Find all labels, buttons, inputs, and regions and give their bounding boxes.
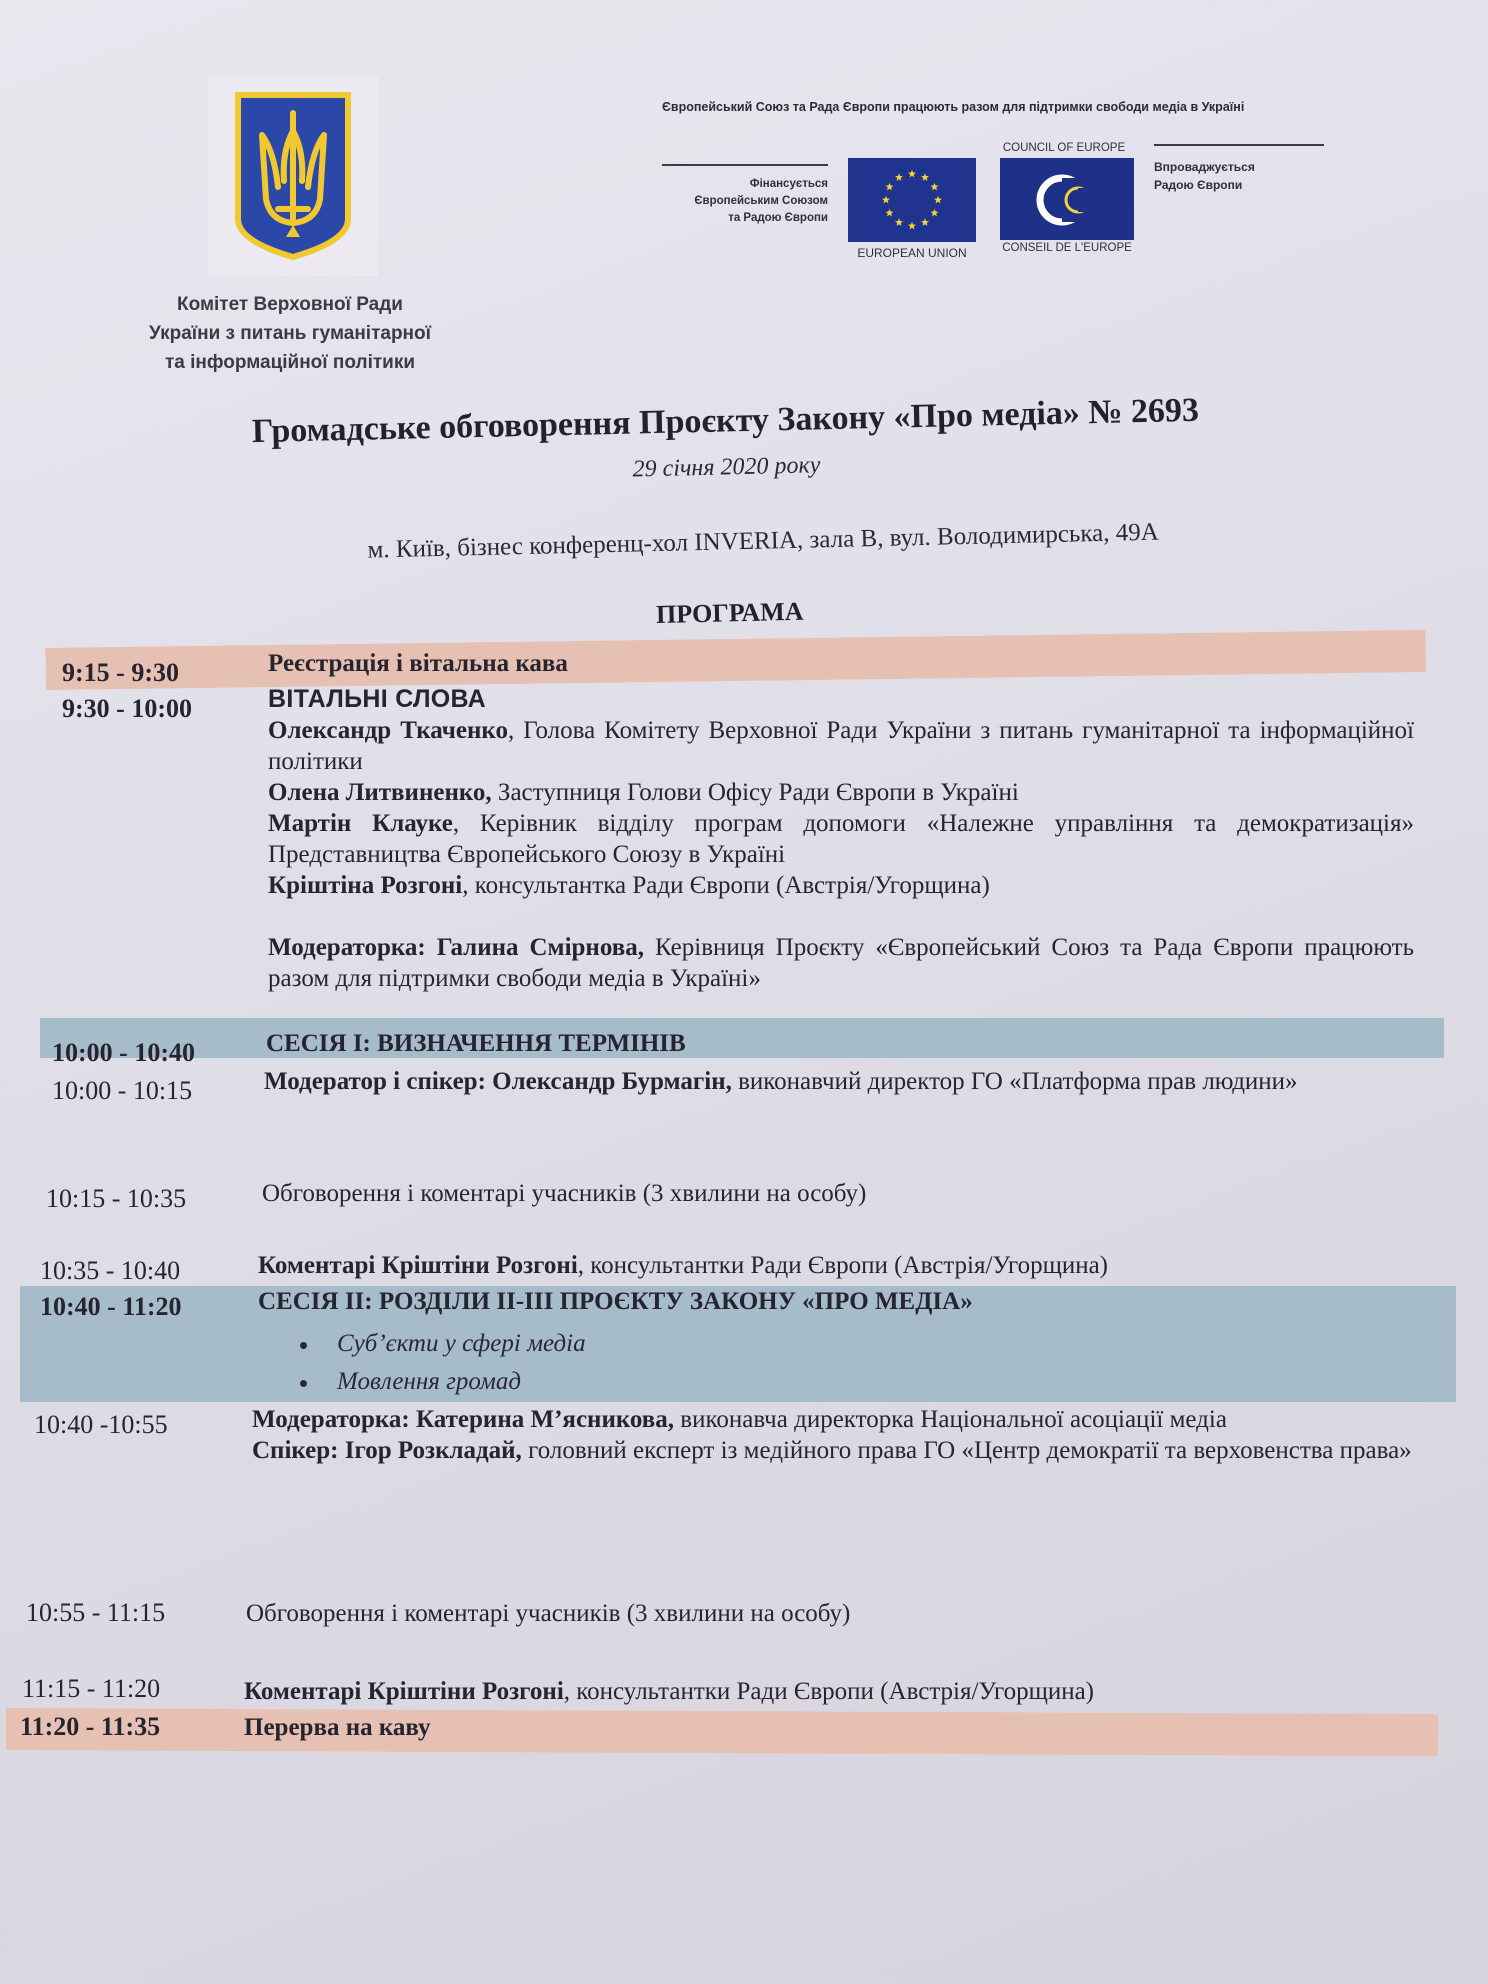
moderator-role: виконавча директорка Національної асоціації медіа	[674, 1406, 1227, 1433]
bullet-text: Мовлення громад	[337, 1368, 522, 1395]
agenda-item	[268, 684, 1414, 994]
agenda-item	[258, 1286, 1438, 1317]
agenda-time: 10:40 - 11:20	[40, 1292, 182, 1321]
agenda-time: 9:30 - 10:00	[62, 694, 192, 723]
implemented-line: Впроваджується	[1154, 160, 1255, 174]
agenda-time: 10:40 -10:55	[34, 1410, 168, 1439]
agenda-item	[244, 1712, 1394, 1743]
agenda-time: 10:55 - 11:15	[26, 1598, 166, 1627]
session-title: СЕСІЯ ІІ: РОЗДІЛИ ІІ-ІІІ ПРОЄКТУ ЗАКОНУ «ПРО МЕДІА»	[258, 1288, 973, 1315]
agenda-item	[264, 1066, 1414, 1097]
speaker-name: Мартін Клауке	[268, 810, 453, 837]
session-title: СЕСІЯ І: ВИЗНАЧЕННЯ ТЕРМІНІВ	[266, 1030, 686, 1057]
agenda-item-heading: ВІТАЛЬНІ СЛОВА	[268, 685, 486, 713]
bullet-dot	[300, 1342, 307, 1349]
speaker-name: Коментарі Кріштіни Розгоні	[244, 1678, 564, 1705]
partners-line: Європейський Союз та Рада Європи працюють разом для підтримки свободи медіа в Україні	[662, 100, 1245, 114]
committee-line: та інформаційної політики	[164, 352, 416, 373]
speaker-line	[268, 808, 1414, 870]
document-date: 29 січня 2020 року	[632, 452, 821, 483]
committee-line: України з питань гуманітарної	[148, 323, 431, 344]
bullet-item	[300, 1330, 586, 1358]
agenda-item	[252, 1404, 1438, 1466]
bullet-dot	[300, 1380, 307, 1387]
agenda-item: Обговорення і коментарі учасників (3 хвилини на особу)	[262, 1180, 867, 1207]
speaker-name: Коментарі Кріштіни Розгоні	[258, 1252, 578, 1279]
moderator-name: Модераторка: Галина Смірнова,	[268, 934, 644, 961]
funded-line: Фінансується	[749, 178, 828, 190]
agenda-item	[266, 1028, 1416, 1059]
agenda-item	[244, 1676, 1444, 1707]
agenda-time: 9:15 - 9:30	[62, 658, 179, 687]
moderator-name: Модераторка: Катерина М’ясникова,	[252, 1406, 675, 1433]
document-venue: м. Київ, бізнес конференц-хол INVERIA, зала B, вул. Володимирська, 49А	[367, 518, 1160, 564]
speaker-name: Олександр Ткаченко	[268, 717, 508, 744]
speaker-line	[268, 715, 1414, 777]
bullet-text: Суб’єкти у сфері медіа	[337, 1330, 586, 1357]
speaker-role: , Керівник відділу програм допомоги «Належне управління та демократизація» Представництва Європейського Союзу в Україні	[268, 810, 1415, 868]
speaker-line	[268, 870, 1414, 901]
agenda-time: 10:35 - 10:40	[40, 1256, 181, 1285]
funded-line: та Радою Європи	[728, 212, 828, 224]
implemented-line: Радою Європи	[1154, 178, 1243, 192]
coe-caption-top: COUNCIL OF EUROPE	[1002, 142, 1126, 154]
speaker-role: головний експерт із медійного права ГО «Центр демократії та верховенства права»	[521, 1437, 1412, 1464]
agenda-item	[268, 648, 1418, 679]
speaker-name: Олена Литвиненко,	[268, 779, 492, 806]
speaker-role: , консультантки Ради Європи (Австрія/Угорщина)	[577, 1252, 1109, 1279]
agenda-time: 10:00 - 10:40	[52, 1038, 195, 1067]
agenda-item-title: Перерва на каву	[244, 1714, 431, 1741]
speaker-line	[252, 1435, 1438, 1466]
agenda-time: 11:15 - 11:20	[22, 1674, 161, 1703]
program-heading: ПРОГРАМА	[655, 596, 804, 630]
funded-line: Європейським Союзом	[694, 195, 828, 207]
speaker-role: виконавчий директор ГО «Платформа прав людини»	[731, 1068, 1298, 1095]
moderator-line	[252, 1404, 1438, 1435]
agenda-time: 10:15 - 10:35	[46, 1184, 187, 1213]
speaker-line	[268, 777, 1414, 808]
moderator-role: Керівниця Проєкту «Європейський Союз та Рада Європи працюють разом для підтримки свободи медіа в Україні»	[268, 934, 1414, 992]
agenda-time: 10:00 - 10:15	[52, 1076, 193, 1105]
speaker-role: , консультантки Ради Європи (Австрія/Угорщина)	[563, 1678, 1095, 1705]
speaker-name: Кріштіна Розгоні	[268, 872, 463, 899]
committee-line: Комітет Верховної Ради	[177, 294, 403, 315]
speaker-role: , Голова Комітету Верховної Ради України з питань гуманітарної та інформаційної політики	[268, 717, 1414, 775]
agenda-item-title: Реєстрація і вітальна кава	[268, 650, 568, 677]
speaker-name: Спікер: Ігор Розкладай,	[252, 1437, 522, 1464]
bullet-item	[300, 1368, 521, 1396]
speaker-role: Заступниця Голови Офісу Ради Європи в Україні	[491, 779, 1019, 806]
moderator-line	[268, 932, 1414, 994]
document-title: Громадське обговорення Проєкту Закону «Про медіа» № 2693	[251, 391, 1200, 451]
agenda-item	[258, 1250, 1438, 1281]
coe-caption-bottom: CONSEIL DE L'EUROPE	[1002, 242, 1132, 254]
eu-caption: EUROPEAN UNION	[857, 246, 967, 260]
agenda-time: 11:20 - 11:35	[20, 1712, 161, 1741]
speaker-role: , консультантка Ради Європи (Австрія/Угорщина)	[462, 872, 990, 899]
speaker-name: Модератор і спікер: Олександр Бурмагін,	[264, 1068, 732, 1095]
agenda-item: Обговорення і коментарі учасників (3 хвилини на особу)	[246, 1600, 851, 1627]
